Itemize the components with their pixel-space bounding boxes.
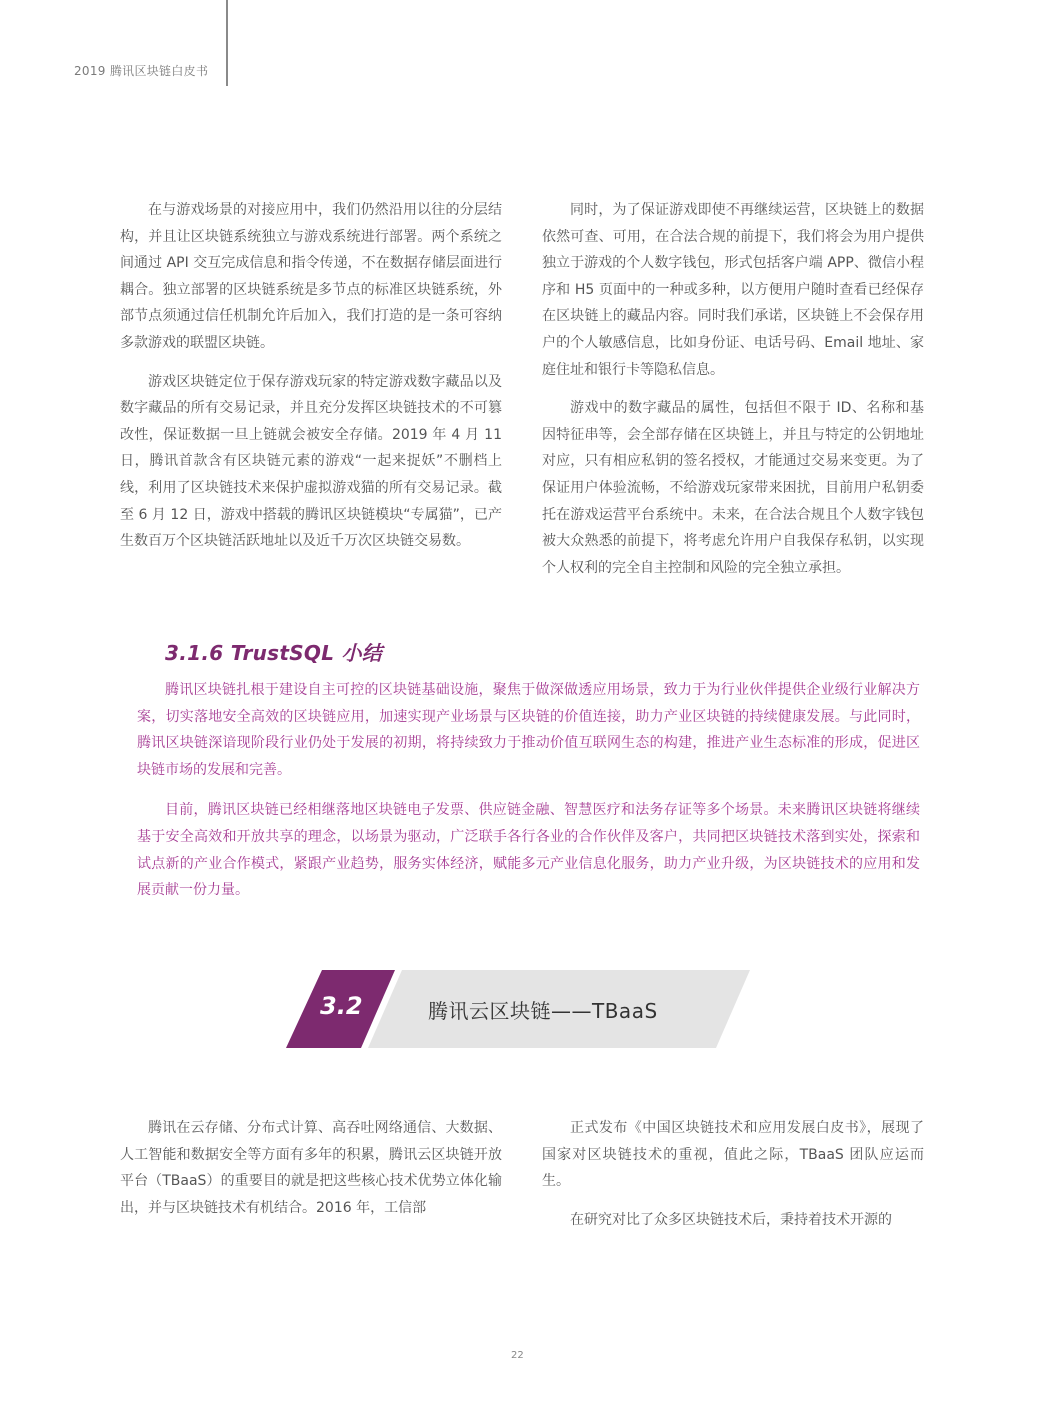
section-heading-trustsql-summary: 3.1.6 TrustSQL 小结 <box>165 641 383 665</box>
right-column-bottom <box>542 1115 924 1233</box>
body-paragraph: 同时，为了保证游戏即使不再继续运营，区块链上的数据依然可查、可用，在合法合规的前提下，我们将会为用户提供独立于游戏的个人数字钱包，形式包括客户端 APP、微信小程序和 H5 页面中的一种或多种，以方便用户随时查看已经保存在区块链上的藏品内容。同时我们承诺，区块链上不会保存用户的个人敏感信息，比如身份证、电话号码、Email 地址、家庭住址和银行卡等隐私信息。 <box>542 202 924 378</box>
section-number: 3.2 <box>320 992 363 1020</box>
section-banner <box>286 970 750 1048</box>
body-paragraph: 正式发布《中国区块链技术和应用发展白皮书》，展现了国家对区块链技术的重视，值此之际，TBaaS 团队应运而生。 <box>542 1120 924 1190</box>
body-paragraph: 游戏区块链定位于保存游戏玩家的特定游戏数字藏品以及数字藏品的所有交易记录，并且充分发挥区块链技术的不可篡改性，保证数据一旦上链就会被安全存储。2019 年 4 月 11 日，腾讯首款含有区块链元素的游戏“一起来捉妖”不删档上线，利用了区块链技术来保护虚拟游戏猫的所有交易记录。截至 6 月 12 日，游戏中搭载的腾讯区块链模块“专属猫”，已产生数百万个区块链活跃地址以及近千万次区块链交易数。 <box>120 373 502 550</box>
body-paragraph: 在与游戏场景的对接应用中，我们仍然沿用以往的分层结构，并且让区块链系统独立与游戏系统进行部署。两个系统之间通过 API 交互完成信息和指令传递，不在数据存储层面进行耦合。独立部署的区块链系统是多节点的标准区块链系统，外部节点须通过信任机制允许后加入，我们打造的是一条可容纳多款游戏的联盟区块链。 <box>120 202 502 351</box>
summary-paragraph: 目前，腾讯区块链已经相继落地区块链电子发票、供应链金融、智慧医疗和法务存证等多个场景。未来腾讯区块链将继续基于安全高效和开放共享的理念，以场景为驱动，广泛联手各行各业的合作伙伴及客户，共同把区块链技术落到实处，探索和试点新的产业合作模式，紧跟产业趋势，服务实体经济，赋能多元产业信息化服务，助力产业升级，为区块链技术的应用和发展贡献一份力量。 <box>137 802 920 899</box>
body-paragraph: 腾讯在云存储、分布式计算、高吞吐网络通信、大数据、人工智能和数据安全等方面有多年的积累，腾讯云区块链开放平台（TBaaS）的重要目的就是把这些核心技术优势立体化输出，并与区块链技术有机结合。2016 年，工信部 <box>120 1120 502 1216</box>
page-number: 22 <box>511 1350 524 1361</box>
trustsql-summary-block <box>137 677 920 904</box>
left-column-bottom <box>120 1115 502 1221</box>
right-column-top <box>542 197 924 581</box>
left-column-top <box>120 197 502 555</box>
header-divider <box>226 0 228 86</box>
document-header-title: 2019 腾讯区块链白皮书 <box>74 64 209 78</box>
section-title: 腾讯云区块链——TBaaS <box>428 999 658 1023</box>
body-paragraph: 游戏中的数字藏品的属性，包括但不限于 ID、名称和基因特征串等，会全部存储在区块链上，并且与特定的公钥地址对应，只有相应私钥的签名授权，才能通过交易来变更。为了保证用户体验流畅，不给游戏玩家带来困扰，目前用户私钥委托在游戏运营平台系统中。未来，在合法合规且个人数字钱包被大众熟悉的前提下，将考虑允许用户自我保存私钥，以实现个人权利的完全自主控制和风险的完全独立承担。 <box>542 400 924 576</box>
summary-paragraph: 腾讯区块链扎根于建设自主可控的区块链基础设施，聚焦于做深做透应用场景，致力于为行业伙伴提供企业级行业解决方案，切实落地安全高效的区块链应用，加速实现产业场景与区块链的价值连接，助力产业区块链的持续健康发展。与此同时，腾讯区块链深谙现阶段行业仍处于发展的初期，将持续致力于推动价值互联网生态的构建，推进产业生态标准的形成，促进区块链市场的发展和完善。 <box>137 682 920 778</box>
body-paragraph: 在研究对比了众多区块链技术后，秉持着技术开源的 <box>570 1211 892 1228</box>
